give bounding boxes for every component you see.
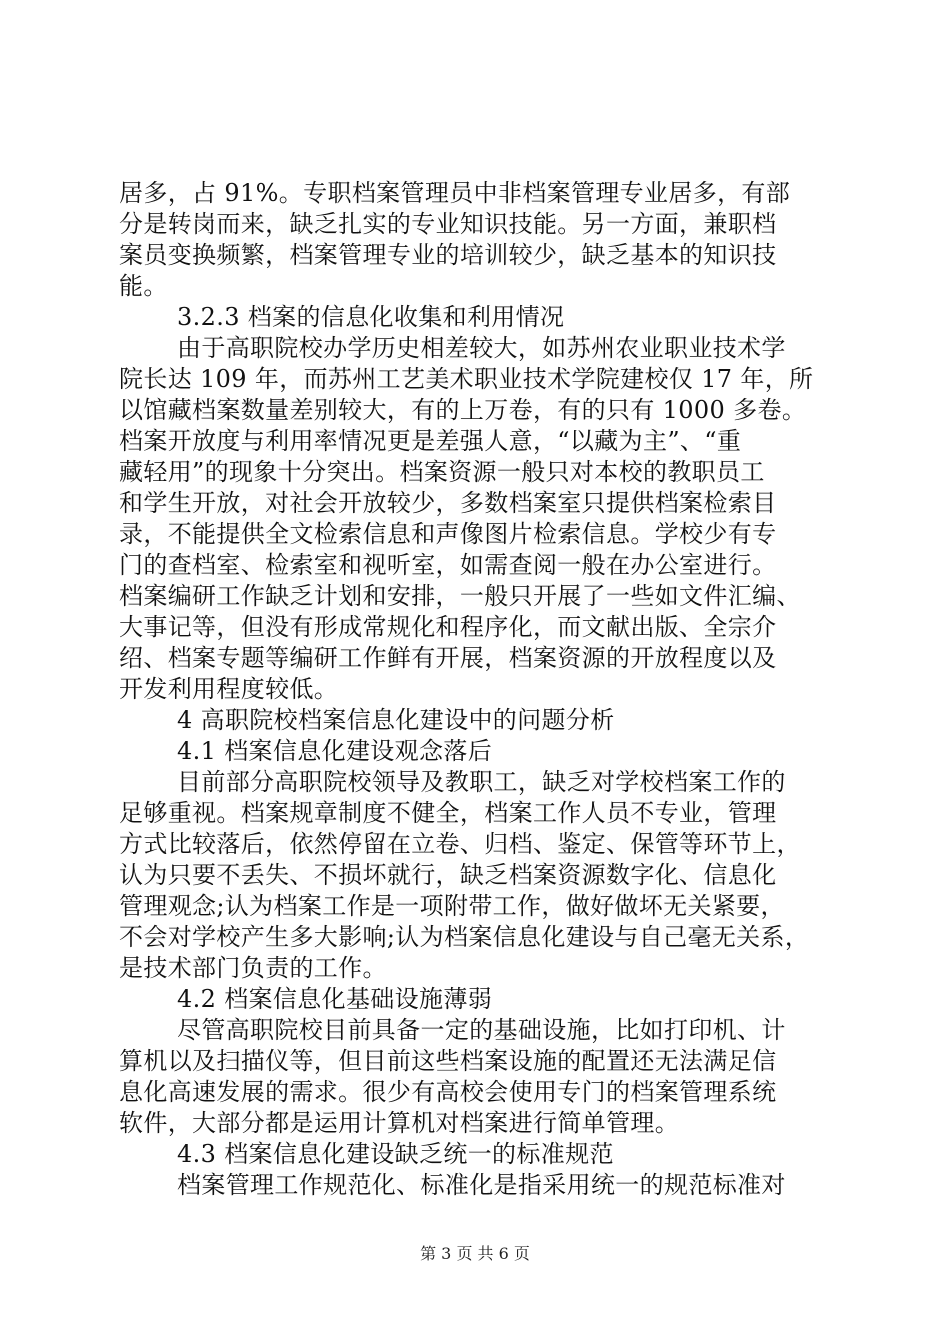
page-footer: 第 3 页 共 6 页 [420,1244,530,1263]
text-line: 管理观念;认为档案工作是一项附带工作，做好做坏无关紧要， [119,892,785,920]
text-line: 开发利用程度较低。 [119,675,339,703]
text-line: 软件，大部分都是运用计算机对档案进行简单管理。 [119,1109,680,1137]
text-line: 大事记等，但没有形成常规化和程序化，而文献出版、全宗介 [119,613,777,641]
text-line: 门的查档室、检索室和视听室，如需查阅一般在办公室进行。 [119,551,777,579]
text-line: 4.1 档案信息化建设观念落后 [177,737,493,765]
text-line: 足够重视。档案规章制度不健全，档案工作人员不专业，管理 [119,799,777,827]
text-line: 绍、档案专题等编研工作鲜有开展，档案资源的开放程度以及 [119,644,777,672]
text-line: 不会对学校产生多大影响;认为档案信息化建设与自己毫无关系， [119,923,810,951]
text-line: 息化高速发展的需求。很少有高校会使用专门的档案管理系统 [119,1078,777,1106]
text-line: 4.3 档案信息化建设缺乏统一的标准规范 [177,1140,614,1168]
text-line: 档案开放度与利用率情况更是差强人意，“以藏为主”、“重 [119,427,742,455]
text-line: 档案管理工作规范化、标准化是指采用统一的规范标准对 [177,1171,786,1199]
text-line: 以馆藏档案数量差别较大，有的上万卷，有的只有 1000 多卷。 [119,396,807,424]
text-line: 分是转岗而来，缺乏扎实的专业知识技能。另一方面，兼职档 [119,210,777,238]
text-line: 藏轻用”的现象十分突出。档案资源一般只对本校的教职员工 [119,458,765,486]
text-line: 由于高职院校办学历史相差较大，如苏州农业职业技术学 [177,334,786,362]
text-line: 和学生开放，对社会开放较少，多数档案室只提供档案检索目 [119,489,777,517]
text-line: 3.2.3 档案的信息化收集和利用情况 [177,303,565,331]
text-line: 算机以及扫描仪等，但目前这些档案设施的配置还无法满足信 [119,1047,777,1075]
text-line: 方式比较落后，依然停留在立卷、归档、鉴定、保管等环节上， [119,830,801,858]
text-line: 4.2 档案信息化基础设施薄弱 [177,985,493,1013]
text-line: 案员变换频繁，档案管理专业的培训较少，缺乏基本的知识技 [119,241,777,269]
text-line: 4 高职院校档案信息化建设中的问题分析 [177,706,615,734]
text-line: 院长达 109 年，而苏州工艺美术职业技术学院建校仅 17 年，所 [119,365,814,393]
text-line: 是技术部门负责的工作。 [119,954,387,982]
text-line: 录，不能提供全文检索信息和声像图片检索信息。学校少有专 [119,520,777,548]
text-line: 尽管高职院校目前具备一定的基础设施，比如打印机、计 [177,1016,786,1044]
text-line: 档案编研工作缺乏计划和安排，一般只开展了一些如文件汇编、 [119,582,801,610]
document-body [119,178,831,1201]
text-line: 能。 [119,272,168,300]
text-line: 目前部分高职院校领导及教职工，缺乏对学校档案工作的 [177,768,786,796]
text-line: 认为只要不丢失、不损坏就行，缺乏档案资源数字化、信息化 [119,861,777,889]
text-line: 居多，占 91%。专职档案管理员中非档案管理专业居多，有部 [119,179,791,207]
